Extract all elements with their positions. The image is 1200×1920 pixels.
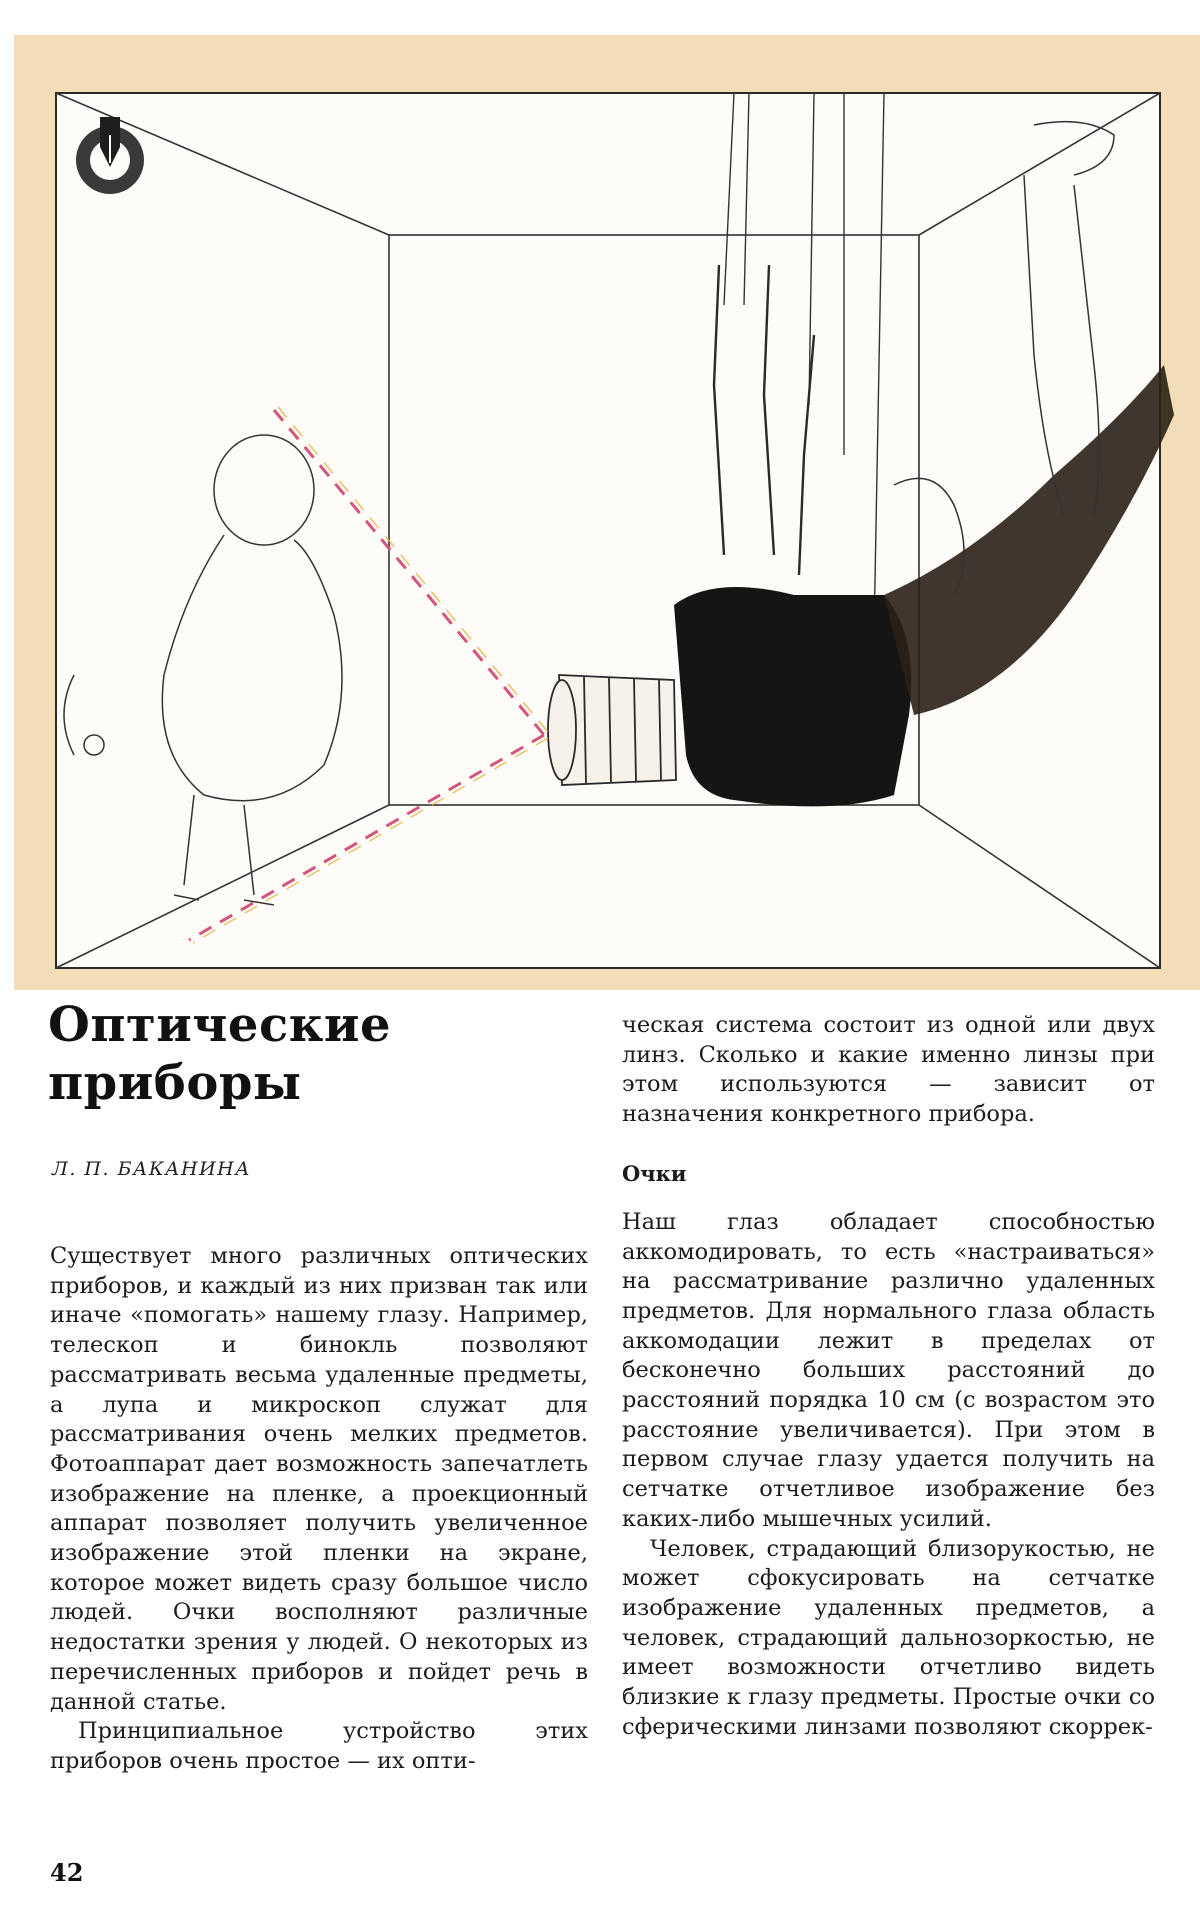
- section-heading-glasses: Очки: [622, 1160, 687, 1186]
- projector-drawing: [14, 35, 1200, 990]
- left-column: [50, 1242, 588, 1777]
- second-paragraph-continuation: ческая система состоит из одной или двух линз. Сколько и какие именно линзы при этом используются — зависит от назначения конкретного прибора.: [622, 1012, 1155, 1128]
- second-paragraph: Принципиальное устройство этих приборов очень простое — их опти-: [50, 1718, 588, 1774]
- intro-paragraph: Существует много различных оптических приборов, и каждый из них призван так или иначе «помогать» нашему глазу. Например, телескоп и бинокль позволяют рассматривать весьма удаленные предметы, а лупа и микроскоп служат для рассматривания очень мелких предметов. Фотоаппарат дает возможность запечатлеть изображение на пленке, а проекционный аппарат позволяет получить увеличенное изображение этой пленки на экране, которое может видеть сразу большое число людей. Очки восполняют различные недостатки зрения у людей. О некоторых из перечисленных приборов и пойдет речь в данной статье.: [50, 1243, 588, 1715]
- title-line-1: Оптические: [48, 997, 391, 1053]
- right-column: [622, 1011, 1155, 1742]
- right-column-continuation: [622, 1011, 1155, 1130]
- article-title: [48, 996, 568, 1112]
- glasses-paragraph-2: Человек, страдающий близорукостью, не может сфокусировать на сетчатке изображение удаленных предметов, а человек, страдающий дальнозоркостью, не имеет возможности отчетливо видеть близкие к глазу предметы. Простые очки со сферическими линзами позволяют скоррек-: [622, 1535, 1155, 1740]
- page-number: 42: [50, 1858, 84, 1887]
- title-line-2: приборы: [48, 1055, 302, 1111]
- glasses-paragraph-1: Наш глаз обладает способностью аккомодировать, то есть «настраиваться» на рассматривание различно удаленных предметов. Для нормального глаза область аккомодации лежит в пределах от бесконечно больших расстояний до расстояний порядка 10 см (с возрастом это расстояние увеличивается). При этом в первом случае глазу удается получить на сетчатке отчетливое изображение без каких-либо мышечных усилий.: [622, 1208, 1155, 1532]
- illustration: [14, 35, 1200, 990]
- article-author: Л. П. БАКАНИНА: [52, 1158, 252, 1180]
